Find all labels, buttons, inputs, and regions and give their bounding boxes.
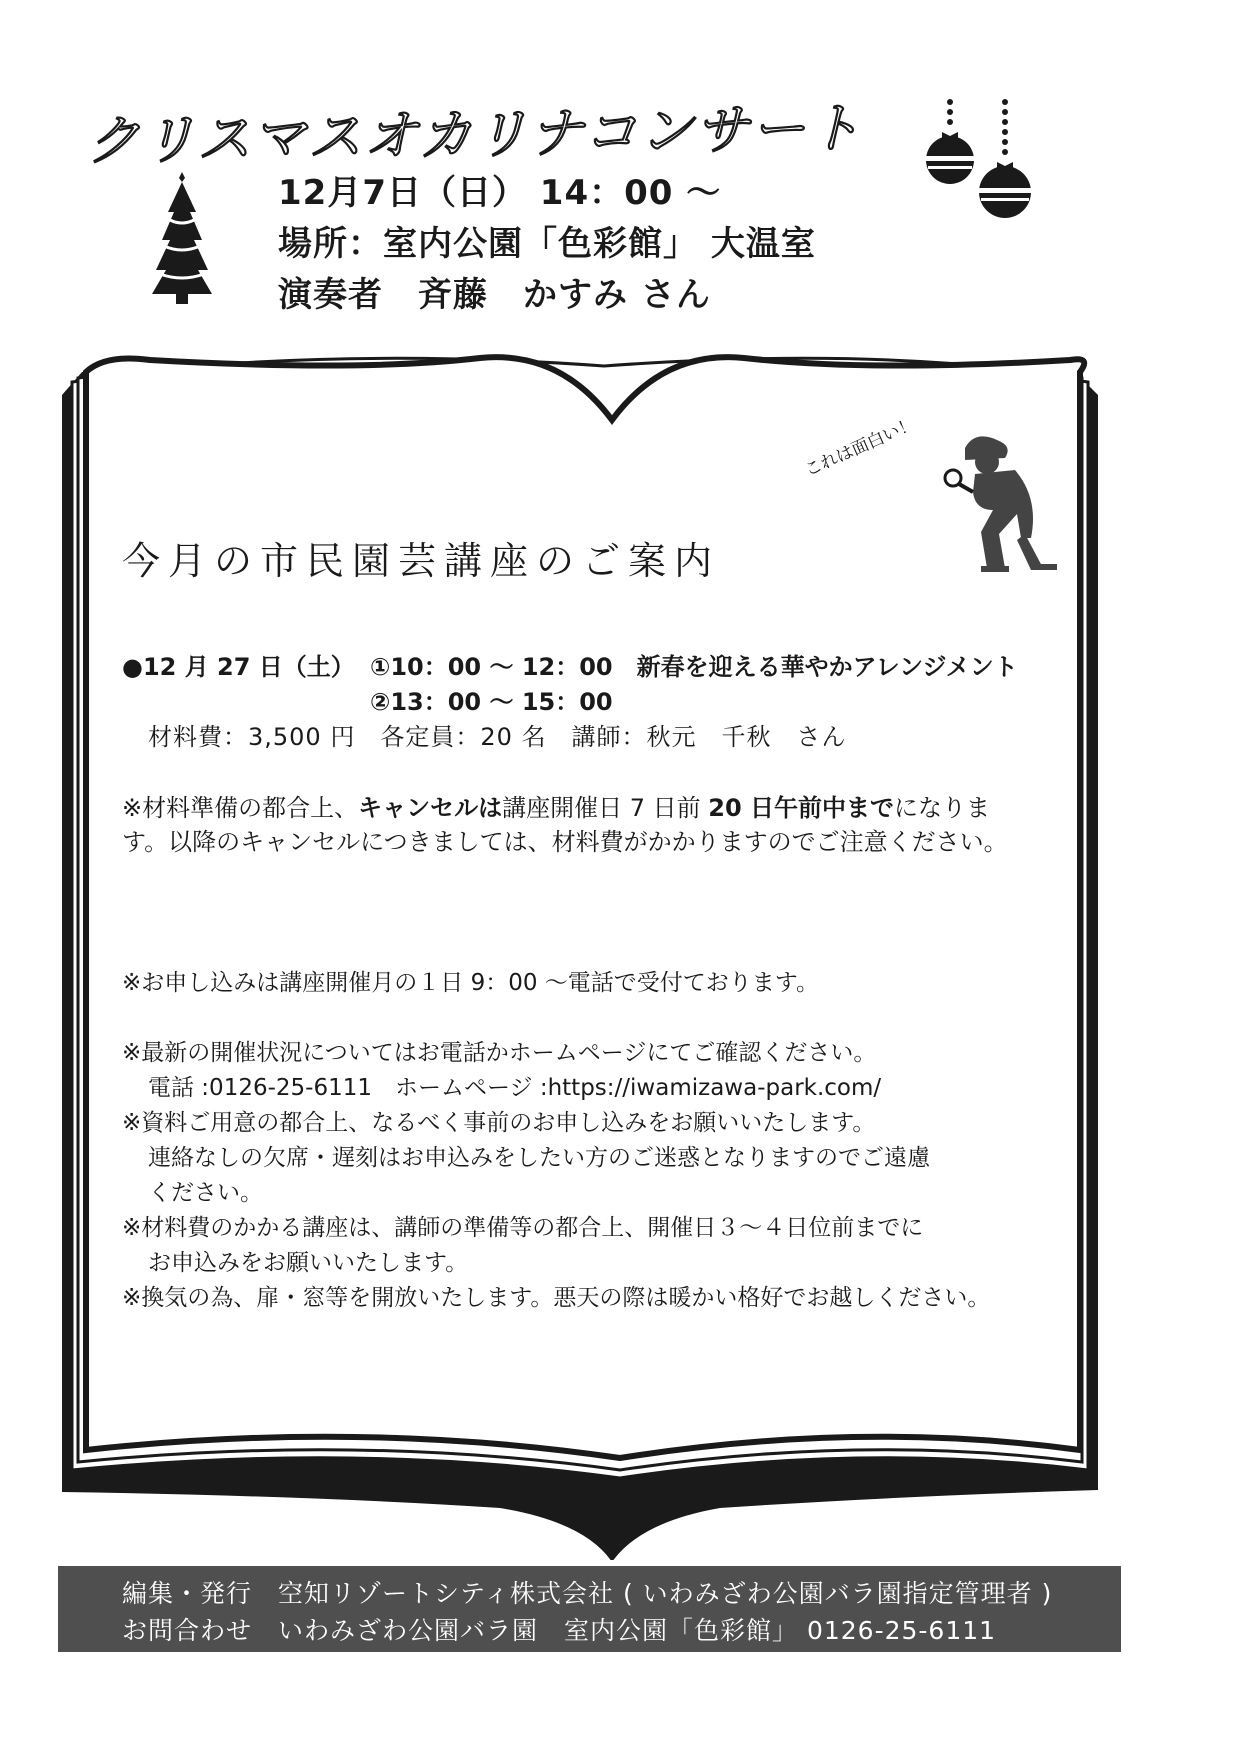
inquiry-line: お問合わせ いわみざわ公園バラ園 室内公園「色彩館」 0126-25-6111 [122,1616,997,1645]
fee-note-2: お申込みをお願いいたします。 [148,1250,469,1276]
exclamation-caption: これは面白い！ [802,414,919,481]
apply-note: ※お申し込みは講座開催月の１日 9：00 ～電話で受付ております。 [122,970,819,996]
prep-note-2: 連絡なしの欠席・遅刻はお申込みをしたい方のご迷惑となりますのでご遠慮 [148,1145,930,1171]
publisher-line: 編集・発行 空知リゾートシティ株式会社 ( いわみざわ公園バラ園指定管理者 ) [122,1579,1053,1608]
christmas-tree-icon [152,172,212,304]
concert-venue: 場所：室内公園「色彩館」 大温室 [278,224,816,264]
status-note: ※最新の開催状況についてはお電話かホームページにてご確認ください。 [122,1040,877,1066]
cancel-text-3: になりま [894,794,991,822]
fee-note-1: ※材料費のかかる講座は、講師の準備等の都合上、開催日３～４日位前までに [122,1215,924,1241]
prep-note-3: ください。 [148,1180,263,1206]
prep-note-1: ※資料ご用意の都合上、なるべく事前のお申し込みをお願いいたします。 [122,1110,876,1136]
cancel-text-bold-1: キャンセルは [358,794,503,822]
ornaments-icon [925,98,1035,238]
concert-date: 12月7日（日） 14：00 ～ [278,173,722,213]
concert-title: クリスマスオカリナコンサート [85,96,864,173]
cancel-policy-line-1 [122,796,990,820]
contact-line: 電話 :0126-25-6111 ホームページ :https://iwamizawa-park.com/ [148,1075,882,1101]
cancel-text-1: ※材料準備の都合上、 [122,794,359,822]
concert-performer: 演奏者 斉藤 かすみ さん [278,275,711,315]
cancel-text-2: 講座開催日 7 日前 [502,794,709,822]
session-date: ●12 月 27 日（土） [122,653,355,681]
detective-icon [935,428,1065,588]
section-title: 今月の市民園芸講座のご案内 [122,539,721,583]
cancel-policy-line-2: す。以降のキャンセルにつきましては、材料費がかかりますのでご注意ください。 [122,828,1008,856]
footer-bar [58,1566,1121,1652]
cancel-text-bold-2: 20 日午前中まで [708,794,895,822]
session-fees: 材料費：3,500 円 各定員：20 名 講師：秋元 千秋 さん [148,723,847,751]
ventilation-note: ※換気の為、扉・窓等を開放いたします。悪天の際は暖かい格好でお越しください。 [122,1285,991,1311]
session-2: ②13：00 ～ 15：00 [370,688,613,716]
session-1: ①10：00 ～ 12：00 新春を迎える華やかアレンジメント [370,653,1018,681]
